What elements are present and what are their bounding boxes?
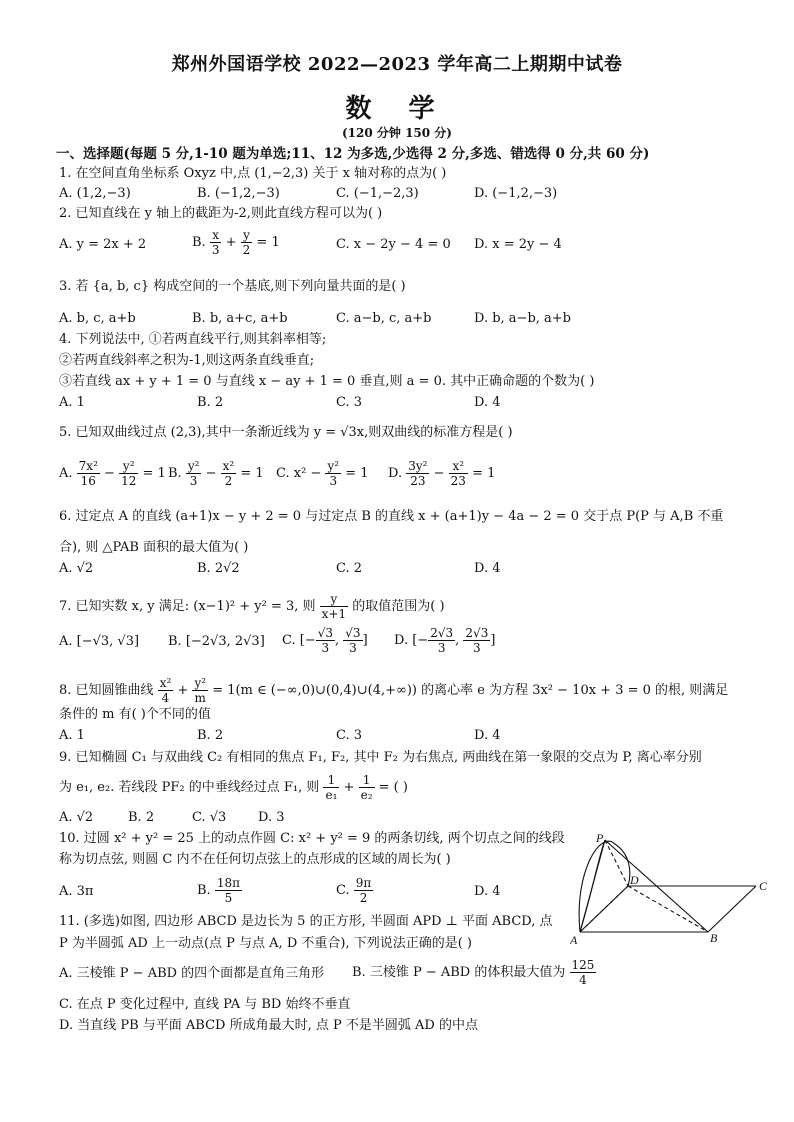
option-label: B. bbox=[192, 235, 206, 250]
q4-line3: ③若直线 ax + y + 1 = 0 与直线 x − ay + 1 = 0 垂直,则 a = 0. 其中正确命题的个数为( ) bbox=[59, 374, 595, 389]
option-label: D. bbox=[388, 466, 403, 481]
q11-option-a: A. 三棱锥 P − ABD 的四个面都是直角三角形 bbox=[59, 966, 325, 981]
q9-option-d: D. 3 bbox=[258, 810, 285, 825]
denominator: x+1 bbox=[321, 607, 347, 621]
denominator: 4 bbox=[579, 973, 587, 987]
q4-line2: ②若两直线斜率之积为-1,则这两条直线垂直; bbox=[59, 353, 315, 368]
comma: , bbox=[455, 633, 460, 648]
fraction bbox=[186, 459, 202, 488]
option-label: C. x² − bbox=[276, 466, 322, 481]
q1-option-d: D. (−1,2,−3) bbox=[474, 186, 558, 201]
numerator: √3 bbox=[345, 626, 361, 640]
geometry-figure bbox=[570, 832, 770, 948]
label-b: B bbox=[710, 931, 718, 945]
numerator: y bbox=[320, 592, 348, 607]
minus-sign: − bbox=[104, 466, 115, 481]
q10-stem: 10. 过圆 x² + y² = 25 上的动点作圆 C: x² + y² = 9 的两条切线, 两个切点之间的线段 bbox=[59, 831, 565, 846]
q9-option-c: C. √3 bbox=[192, 810, 227, 825]
equals-text: = 1 bbox=[345, 466, 369, 481]
comma: , bbox=[335, 633, 340, 648]
stem-text: 8. 已知圆锥曲线 bbox=[59, 683, 154, 698]
q1-option-b: B. (−1,2,−3) bbox=[197, 186, 280, 201]
q10-option-c bbox=[336, 876, 373, 905]
q11-line2: P 为半圆弧 AD 上一动点(点 P 与点 A, D 不重合), 下列说法正确的是( ) bbox=[59, 936, 472, 951]
q8-option-a: A. 1 bbox=[59, 728, 85, 743]
minus-sign: − bbox=[433, 466, 445, 481]
numerator: 3y² bbox=[408, 459, 428, 473]
q10-option-a: A. 3π bbox=[59, 884, 94, 899]
numerator: x² bbox=[159, 676, 172, 690]
q5-option-c bbox=[276, 459, 369, 488]
denominator: 23 bbox=[410, 474, 426, 488]
q7-option-d bbox=[394, 626, 495, 655]
q10-option-b bbox=[197, 876, 242, 905]
diag-ad bbox=[580, 886, 628, 932]
denominator: 23 bbox=[450, 474, 466, 488]
q7-stem bbox=[59, 592, 445, 621]
label-a: A bbox=[570, 933, 578, 947]
denominator: 3 bbox=[189, 474, 198, 488]
minus-sign: − bbox=[205, 466, 217, 481]
denominator: 3 bbox=[329, 474, 338, 488]
bracket: ] bbox=[490, 633, 496, 648]
numerator: 7x² bbox=[78, 459, 98, 473]
stem-text: = 1(m ∈ (−∞,0)∪(0,4)∪(4,+∞)) 的离心率 e 为方程 3x² − 10x + 3 = 0 的根, 则满足 bbox=[212, 683, 729, 698]
q6-stem: 6. 过定点 A 的直线 (a+1)x − y + 2 = 0 与过定点 B 的直线 x + (a+1)y − 4a − 2 = 0 交于点 P(P 与 A,B 不重 bbox=[59, 509, 724, 524]
stem-text: 7. 已知实数 x, y 满足: (x−1)² + y² = 3, 则 bbox=[59, 599, 316, 614]
numerator: 2√3 bbox=[465, 626, 489, 640]
fraction bbox=[343, 626, 362, 655]
q7-option-c bbox=[282, 626, 368, 655]
fraction bbox=[428, 626, 455, 655]
denominator: 3 bbox=[349, 641, 357, 655]
numerator: 2√3 bbox=[430, 626, 454, 640]
stem-text: 的取值范围为( ) bbox=[352, 599, 445, 614]
q9-option-b: B. 2 bbox=[128, 810, 155, 825]
q11-option-b bbox=[352, 958, 596, 987]
equals-text: = 1 bbox=[256, 235, 280, 250]
q3-stem: 3. 若 {a, b, c} 构成空间的一个基底,则下列向量共面的是( ) bbox=[59, 279, 406, 294]
denominator: 3 bbox=[321, 641, 330, 655]
q8-line2: 条件的 m 有( )个不同的值 bbox=[59, 707, 211, 722]
stem-text: = ( ) bbox=[378, 780, 408, 795]
q11-option-c: C. 在点 P 变化过程中, 直线 PA 与 BD 始终不垂直 bbox=[59, 997, 351, 1012]
q4-option-d: D. 4 bbox=[474, 395, 501, 410]
q9-line2 bbox=[59, 773, 408, 802]
plus-sign: + bbox=[343, 780, 355, 795]
q8-stem bbox=[59, 676, 728, 705]
subject-title: 数 学 bbox=[345, 94, 449, 124]
fraction bbox=[406, 459, 429, 488]
fraction bbox=[323, 773, 339, 802]
q3-option-d: D. b, a−b, a+b bbox=[474, 311, 572, 326]
edge-pd bbox=[605, 840, 628, 886]
denominator: 16 bbox=[80, 474, 96, 488]
fraction bbox=[354, 876, 374, 905]
q6-line2: 合), 则 △PAB 面积的最大值为( ) bbox=[59, 540, 249, 555]
q4-stem: 4. 下列说法中, ①若两直线平行,则其斜率相等; bbox=[59, 332, 327, 347]
fraction bbox=[119, 459, 138, 488]
q5-option-b bbox=[168, 459, 264, 488]
numerator: y² bbox=[327, 459, 340, 473]
bracket: ] bbox=[362, 633, 368, 648]
q3-option-b: B. b, a+c, a+b bbox=[192, 311, 288, 326]
edge-bc bbox=[708, 886, 756, 932]
denominator: 3 bbox=[211, 243, 220, 257]
fraction bbox=[463, 626, 490, 655]
fraction bbox=[77, 459, 100, 488]
numerator: 1 bbox=[323, 773, 339, 788]
equals-text: = 1 bbox=[472, 466, 496, 481]
q9-option-a: A. √2 bbox=[59, 810, 94, 825]
denominator: e₁ bbox=[325, 788, 338, 802]
q1-option-a: A. (1,2,−3) bbox=[59, 186, 131, 201]
plus-sign: + bbox=[177, 683, 189, 698]
q8-option-d: D. 4 bbox=[474, 728, 501, 743]
fraction bbox=[192, 676, 208, 705]
q2-option-a: A. y = 2x + 2 bbox=[59, 237, 147, 252]
q6-option-d: D. 4 bbox=[474, 561, 501, 576]
q10-option-d: D. 4 bbox=[474, 884, 501, 899]
numerator: x bbox=[210, 228, 222, 243]
numerator: y² bbox=[187, 459, 200, 473]
q4-option-a: A. 1 bbox=[59, 395, 85, 410]
stem-text: 为 e₁, e₂. 若线段 PF₂ 的中垂线经过点 F₁, 则 bbox=[59, 780, 320, 795]
q11-stem: 11. (多选)如图, 四边形 ABCD 是边长为 5 的正方形, 半圆面 APD ⊥ 平面 ABCD, 点 bbox=[59, 914, 553, 929]
fraction bbox=[241, 228, 253, 257]
denominator: 2 bbox=[224, 474, 233, 488]
q3-option-c: C. a−b, c, a+b bbox=[336, 311, 432, 326]
fraction bbox=[570, 958, 597, 987]
q1-stem: 1. 在空间直角坐标系 Oxyz 中,点 (1,−2,3) 关于 x 轴对称的点为( ) bbox=[59, 166, 447, 181]
label-d: D bbox=[630, 873, 639, 887]
q5-stem: 5. 已知双曲线过点 (2,3),其中一条渐近线为 y = √3x,则双曲线的标准方程是( ) bbox=[59, 425, 513, 440]
numerator: 125 bbox=[571, 958, 595, 972]
denominator: 2 bbox=[359, 891, 368, 905]
numerator: y bbox=[241, 228, 253, 243]
q6-option-a: A. √2 bbox=[59, 561, 94, 576]
numerator: √3 bbox=[317, 626, 333, 640]
q11-option-d: D. 当直线 PB 与平面 ABCD 所成角最大时, 点 P 不是半圆弧 AD 的中点 bbox=[59, 1018, 478, 1033]
fraction bbox=[215, 876, 242, 905]
label-p: P bbox=[596, 832, 604, 845]
numerator: y² bbox=[194, 676, 207, 690]
q1-option-c: C. (−1,−2,3) bbox=[336, 186, 419, 201]
q2-option-c: C. x − 2y − 4 = 0 bbox=[336, 237, 451, 252]
q8-option-c: C. 3 bbox=[336, 728, 363, 743]
q7-option-b: B. [−2√3, 2√3] bbox=[168, 634, 265, 649]
section-heading: 一、选择题(每题 5 分,1-10 题为单选;11、12 为多选,少选得 2 分,多选、错选得 0 分,共 60 分) bbox=[56, 146, 650, 162]
denominator: 12 bbox=[121, 474, 137, 488]
option-label: B. bbox=[168, 466, 182, 481]
q4-option-c: C. 3 bbox=[336, 395, 363, 410]
fraction bbox=[210, 228, 222, 257]
label-c: C bbox=[759, 879, 768, 893]
denominator: 2 bbox=[242, 243, 251, 257]
numerator: 18π bbox=[216, 876, 240, 890]
denominator: 3 bbox=[437, 641, 446, 655]
denominator: e₂ bbox=[360, 788, 373, 802]
q7-option-a: A. [−√3, √3] bbox=[59, 634, 140, 649]
time-score: (120 分钟 150 分) bbox=[342, 126, 452, 140]
numerator: x² bbox=[222, 459, 235, 473]
fraction bbox=[359, 773, 375, 802]
fraction bbox=[320, 592, 348, 621]
q8-option-b: B. 2 bbox=[197, 728, 224, 743]
q2-option-b: B. $\frac{x}{3}$ + $\frac{y}{2}$ = 1 bbox=[192, 228, 280, 257]
fraction bbox=[449, 459, 468, 488]
denominator: 5 bbox=[224, 891, 233, 905]
option-label: C. bbox=[336, 883, 350, 898]
q5-option-d bbox=[388, 459, 495, 488]
q6-option-c: C. 2 bbox=[336, 561, 363, 576]
q10-line2: 称为切点弦, 则圆 C 内不在任何切点弦上的点形成的区域的周长为( ) bbox=[59, 852, 451, 867]
numerator: y² bbox=[119, 459, 138, 474]
exam-title: 郑州外国语学校 2022—2023 学年高二上期期中试卷 bbox=[171, 54, 623, 75]
q2-option-d: D. x = 2y − 4 bbox=[474, 237, 562, 252]
fraction bbox=[158, 676, 174, 705]
q6-option-b: B. 2√2 bbox=[197, 561, 240, 576]
q5-option-a bbox=[59, 459, 166, 488]
denominator: m bbox=[194, 691, 206, 705]
option-label: D. [− bbox=[394, 633, 429, 648]
equals-text: = 1 bbox=[142, 466, 166, 481]
q9-stem: 9. 已知椭圆 C₁ 与双曲线 C₂ 有相同的焦点 F₁, F₂, 其中 F₂ 为右焦点, 两曲线在第一象限的交点为 P, 离心率分别 bbox=[59, 750, 702, 765]
option-label: B. 三棱锥 P − ABD 的体积最大值为 bbox=[352, 965, 566, 980]
equals-text: = 1 bbox=[240, 466, 264, 481]
denominator: 3 bbox=[473, 641, 481, 655]
option-label: A. bbox=[59, 466, 73, 481]
q4-option-b: B. 2 bbox=[197, 395, 224, 410]
fraction bbox=[316, 626, 335, 655]
option-label: B. bbox=[197, 883, 211, 898]
q2-stem: 2. 已知直线在 y 轴上的截距为-2,则此直线方程可以为( ) bbox=[59, 206, 383, 221]
denominator: 4 bbox=[161, 691, 170, 705]
q3-option-a: A. b, c, a+b bbox=[59, 311, 136, 326]
option-label: C. [− bbox=[282, 633, 316, 648]
fraction bbox=[221, 459, 237, 488]
numerator: x² bbox=[449, 459, 468, 474]
diag-db bbox=[628, 886, 708, 932]
numerator: 1 bbox=[359, 773, 375, 788]
numerator: 9π bbox=[355, 876, 372, 890]
fraction bbox=[325, 459, 341, 488]
